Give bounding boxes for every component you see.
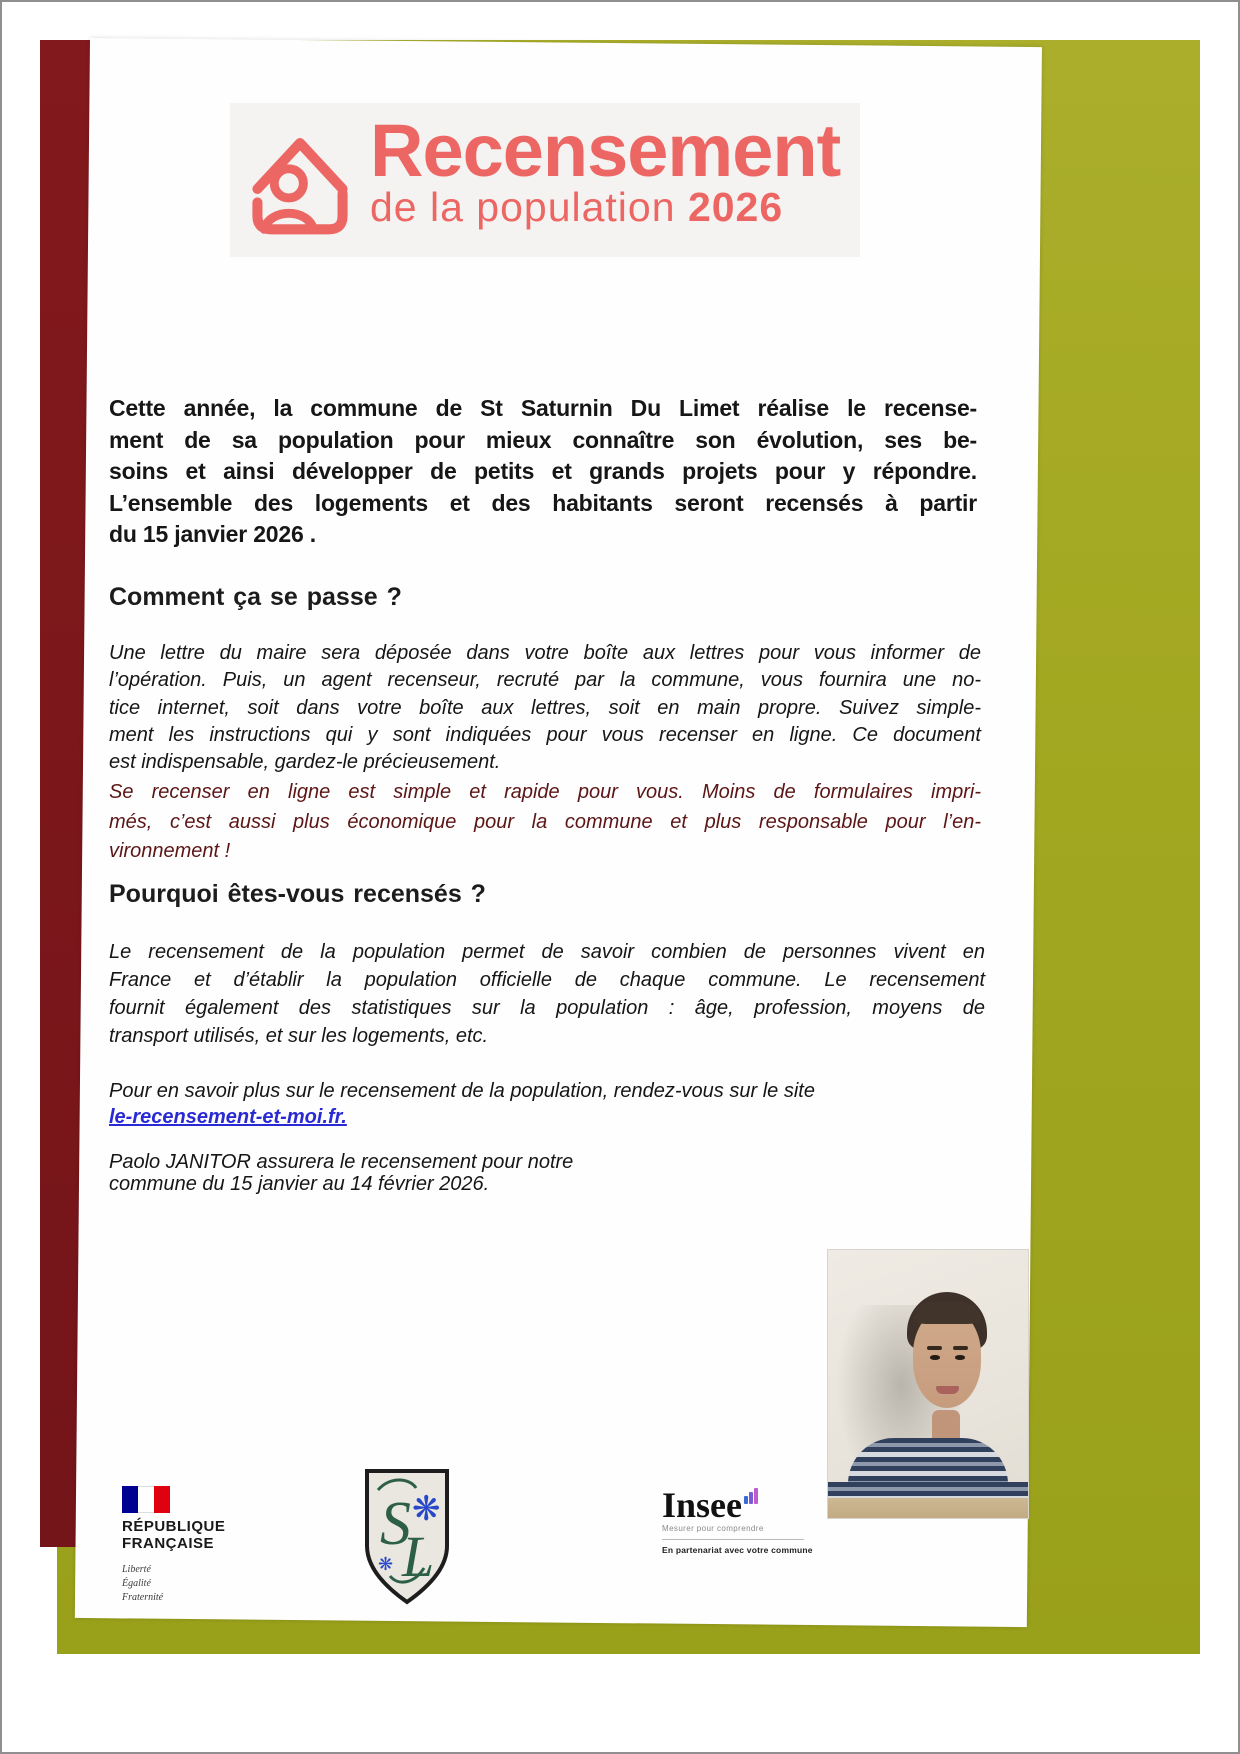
intro-paragraph — [109, 393, 977, 551]
insee-tagline: Mesurer pour comprendre — [662, 1524, 764, 1533]
agent-announcement — [109, 1152, 649, 1195]
logo-year: 2026 — [687, 184, 784, 230]
arms-flower-large: ❋ — [412, 1490, 441, 1528]
text-line: Se recenser en ligne est simple et rapide pour vous. Moins de formulaires impri- — [109, 781, 981, 803]
republique-francaise-logo — [122, 1486, 292, 1605]
text-line: ment les instructions qui y sont indiquées pour vous recenser en ligne. Ce document — [109, 723, 981, 746]
why-paragraph — [109, 938, 985, 1050]
text-line: ment de sa population pour mieux connaître son évolution, ses be- — [109, 426, 977, 453]
flyer-content — [2, 2, 1238, 1752]
text-line: Le recensement de la population permet de savoir combien de personnes vivent en — [109, 941, 985, 963]
section-heading-comment: Comment ça se passe ? — [109, 583, 402, 611]
process-paragraph — [109, 640, 981, 776]
insee-wordmark: Insee — [662, 1485, 742, 1525]
census-website-link[interactable]: le-recensement-et-moi.fr. — [109, 1106, 347, 1128]
section-heading-pourquoi: Pourquoi êtes-vous recensés ? — [109, 880, 486, 908]
text-line: Cette année, la commune de St Saturnin Du Limet réalise le recense- — [109, 395, 977, 421]
text-line: est indispensable, gardez-le précieusement. — [109, 751, 501, 774]
logo-subtitle: de la population 2026 — [370, 184, 784, 230]
logo-title: Recensement — [370, 109, 841, 192]
census-logo — [230, 103, 860, 257]
text-line: France et d’établir la population officielle de chaque commune. Le recensement — [109, 969, 985, 991]
text-line: Une lettre du maire sera déposée dans votre boîte aux lettres pour vous informer de — [109, 642, 981, 664]
text-line: més, c’est aussi plus économique pour la commune et plus responsable pour l’en- — [109, 810, 981, 833]
insee-partnership: En partenariat avec votre commune — [662, 1545, 813, 1555]
agent-line-1: Paolo JANITOR assurera le recensement pour notre — [109, 1151, 574, 1173]
francaise-line: FRANÇAISE — [122, 1535, 215, 1552]
text-line: l’opération. Puis, un agent recenseur, recruté par la commune, vous fournira une no- — [109, 669, 981, 692]
french-flag-icon — [122, 1486, 170, 1513]
text-line: fournit également des statistiques sur la population : âge, profession, moyens de — [109, 997, 985, 1019]
coat-of-arms-icon — [364, 1468, 450, 1606]
text-line: soins et ainsi développer de petits et grands projets pour y répondre. — [109, 458, 977, 484]
insee-divider — [662, 1539, 804, 1540]
arms-letter-l: L — [402, 1524, 435, 1589]
house-person-icon — [244, 107, 356, 253]
online-benefits-paragraph — [109, 778, 981, 867]
text-line: vironnement ! — [109, 840, 231, 862]
census-logo-text — [370, 109, 841, 230]
motto: Liberté Égalité Fraternité — [122, 1564, 164, 1603]
text-line: L’ensemble des logements et des habitants seront recensés à partir — [109, 489, 977, 516]
text-line: transport utilisés, et sur les logements, etc. — [109, 1025, 489, 1047]
arms-letter-s: S — [380, 1490, 411, 1558]
insee-bars-icon — [744, 1488, 759, 1509]
more-info-line: Pour en savoir plus sur le recensement de la population, rendez-vous sur le site — [109, 1080, 815, 1102]
census-agent-photo — [828, 1250, 1028, 1518]
text-line: tice internet, soit dans votre boîte aux lettres, soit en main propre. Suivez simple- — [109, 696, 981, 719]
arms-flower-small: ❋ — [378, 1554, 394, 1574]
agent-line-2: commune du 15 janvier au 14 février 2026. — [109, 1172, 490, 1195]
insee-logo — [662, 1485, 822, 1555]
republique-line: RÉPUBLIQUE — [122, 1518, 226, 1535]
text-line: du 15 janvier 2026 . — [109, 521, 316, 547]
